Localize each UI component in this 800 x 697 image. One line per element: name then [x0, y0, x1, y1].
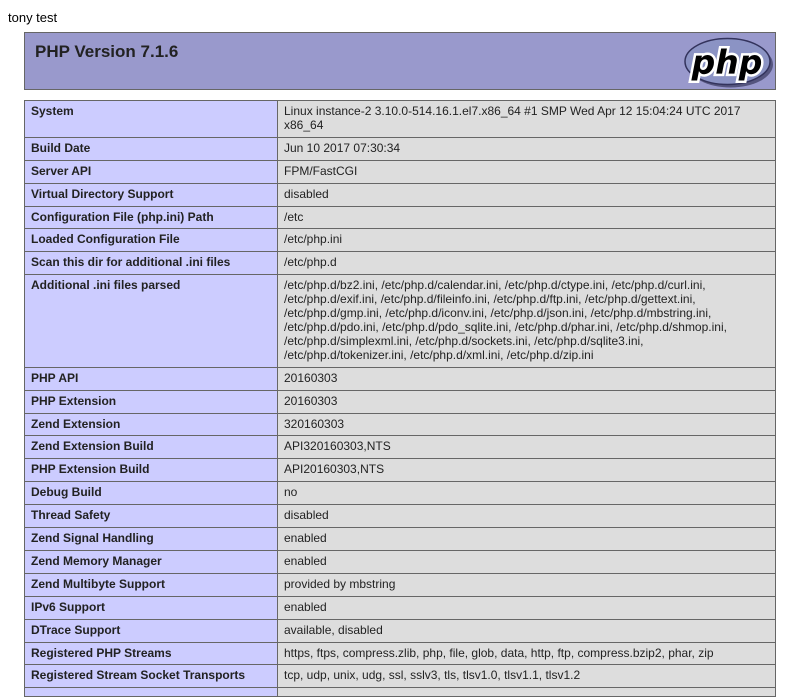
info-row — [25, 183, 776, 206]
info-row-label: Configuration File (php.ini) Path — [25, 206, 278, 229]
info-row-label: Server API — [25, 160, 278, 183]
info-row-label: Registered PHP Streams — [25, 642, 278, 665]
info-row-label: PHP Extension — [25, 390, 278, 413]
info-row — [25, 459, 776, 482]
info-row — [25, 137, 776, 160]
info-row-label: Scan this dir for additional .ini files — [25, 252, 278, 275]
php-version-banner — [24, 32, 776, 90]
info-row-value: 20160303 — [278, 390, 776, 413]
info-row-label: Zend Signal Handling — [25, 528, 278, 551]
info-row-label: Debug Build — [25, 482, 278, 505]
info-row-value: 320160303 — [278, 413, 776, 436]
info-row — [25, 688, 776, 697]
info-row-value: disabled — [278, 183, 776, 206]
info-row — [25, 436, 776, 459]
info-row-value: provided by mbstring — [278, 573, 776, 596]
info-row-value: /etc/php.ini — [278, 229, 776, 252]
info-row — [25, 413, 776, 436]
info-row-label: Registered Stream Socket Transports — [25, 665, 278, 688]
info-row-label: IPv6 Support — [25, 596, 278, 619]
info-row — [25, 528, 776, 551]
info-row-value: /etc/php.d/bz2.ini, /etc/php.d/calendar.ini, /etc/php.d/ctype.ini, /etc/php.d/curl.ini, /etc/php.d/exif.ini, /etc/php.d/fileinfo.ini, /etc/php.d/ftp.ini, /etc/php.d/gettext.ini, /etc/php.d/gmp.ini, /etc/php.d/iconv.ini, /etc/php.d/json.ini, /etc/php.d/mbstring.ini, /etc/php.d/pdo.ini, /etc/php.d/pdo_sqlite.ini, /etc/php.d/phar.ini, /etc/php.d/shmop.ini, /etc/php.d/simplexml.ini, /etc/php.d/sockets.ini, /etc/php.d/sqlite3.ini, /etc/php.d/tokenizer.ini, /etc/php.d/xml.ini, /etc/php.d/zip.ini — [278, 275, 776, 367]
info-row-value: API320160303,NTS — [278, 436, 776, 459]
info-row — [25, 642, 776, 665]
info-row-value — [278, 688, 776, 697]
info-row-label: Zend Memory Manager — [25, 550, 278, 573]
info-row-label — [25, 688, 278, 697]
info-row-value: FPM/FastCGI — [278, 160, 776, 183]
info-row — [25, 482, 776, 505]
info-row-value: Jun 10 2017 07:30:34 — [278, 137, 776, 160]
info-row-label: Build Date — [25, 137, 278, 160]
info-row-value: tcp, udp, unix, udg, ssl, sslv3, tls, tlsv1.0, tlsv1.1, tlsv1.2 — [278, 665, 776, 688]
info-row-label: Thread Safety — [25, 505, 278, 528]
info-row-value: /etc — [278, 206, 776, 229]
info-row-value: enabled — [278, 550, 776, 573]
info-row-value: 20160303 — [278, 367, 776, 390]
php-logo-icon — [682, 35, 774, 89]
info-row-value: disabled — [278, 505, 776, 528]
info-row-value: https, ftps, compress.zlib, php, file, glob, data, http, ftp, compress.bzip2, phar, zip — [278, 642, 776, 665]
info-row — [25, 229, 776, 252]
info-row-label: DTrace Support — [25, 619, 278, 642]
info-row-label: Zend Extension — [25, 413, 278, 436]
php-version-title: PHP Version 7.1.6 — [35, 42, 179, 61]
info-row — [25, 206, 776, 229]
info-row — [25, 252, 776, 275]
info-row — [25, 160, 776, 183]
info-row — [25, 390, 776, 413]
info-row-value: Linux instance-2 3.10.0-514.16.1.el7.x86_64 #1 SMP Wed Apr 12 15:04:24 UTC 2017 x86_64 — [278, 101, 776, 138]
info-row-value: no — [278, 482, 776, 505]
info-row-label: Virtual Directory Support — [25, 183, 278, 206]
info-row-label: Zend Extension Build — [25, 436, 278, 459]
php-info-table — [24, 100, 776, 697]
info-row-label: Additional .ini files parsed — [25, 275, 278, 367]
info-row-value: API20160303,NTS — [278, 459, 776, 482]
info-row — [25, 367, 776, 390]
info-row — [25, 665, 776, 688]
info-row — [25, 619, 776, 642]
info-row-label: Loaded Configuration File — [25, 229, 278, 252]
info-row — [25, 275, 776, 367]
info-row-label: PHP API — [25, 367, 278, 390]
info-row-value: enabled — [278, 596, 776, 619]
info-row — [25, 550, 776, 573]
php-logo-text: php — [691, 42, 763, 82]
info-row-label: PHP Extension Build — [25, 459, 278, 482]
page-heading: tony test — [8, 10, 58, 25]
info-row-value: available, disabled — [278, 619, 776, 642]
info-row-value: enabled — [278, 528, 776, 551]
content-wrap — [24, 32, 776, 697]
info-row — [25, 505, 776, 528]
info-row — [25, 573, 776, 596]
info-row-label: Zend Multibyte Support — [25, 573, 278, 596]
info-row — [25, 596, 776, 619]
info-row-value: /etc/php.d — [278, 252, 776, 275]
info-row-label: System — [25, 101, 278, 138]
info-row — [25, 101, 776, 138]
